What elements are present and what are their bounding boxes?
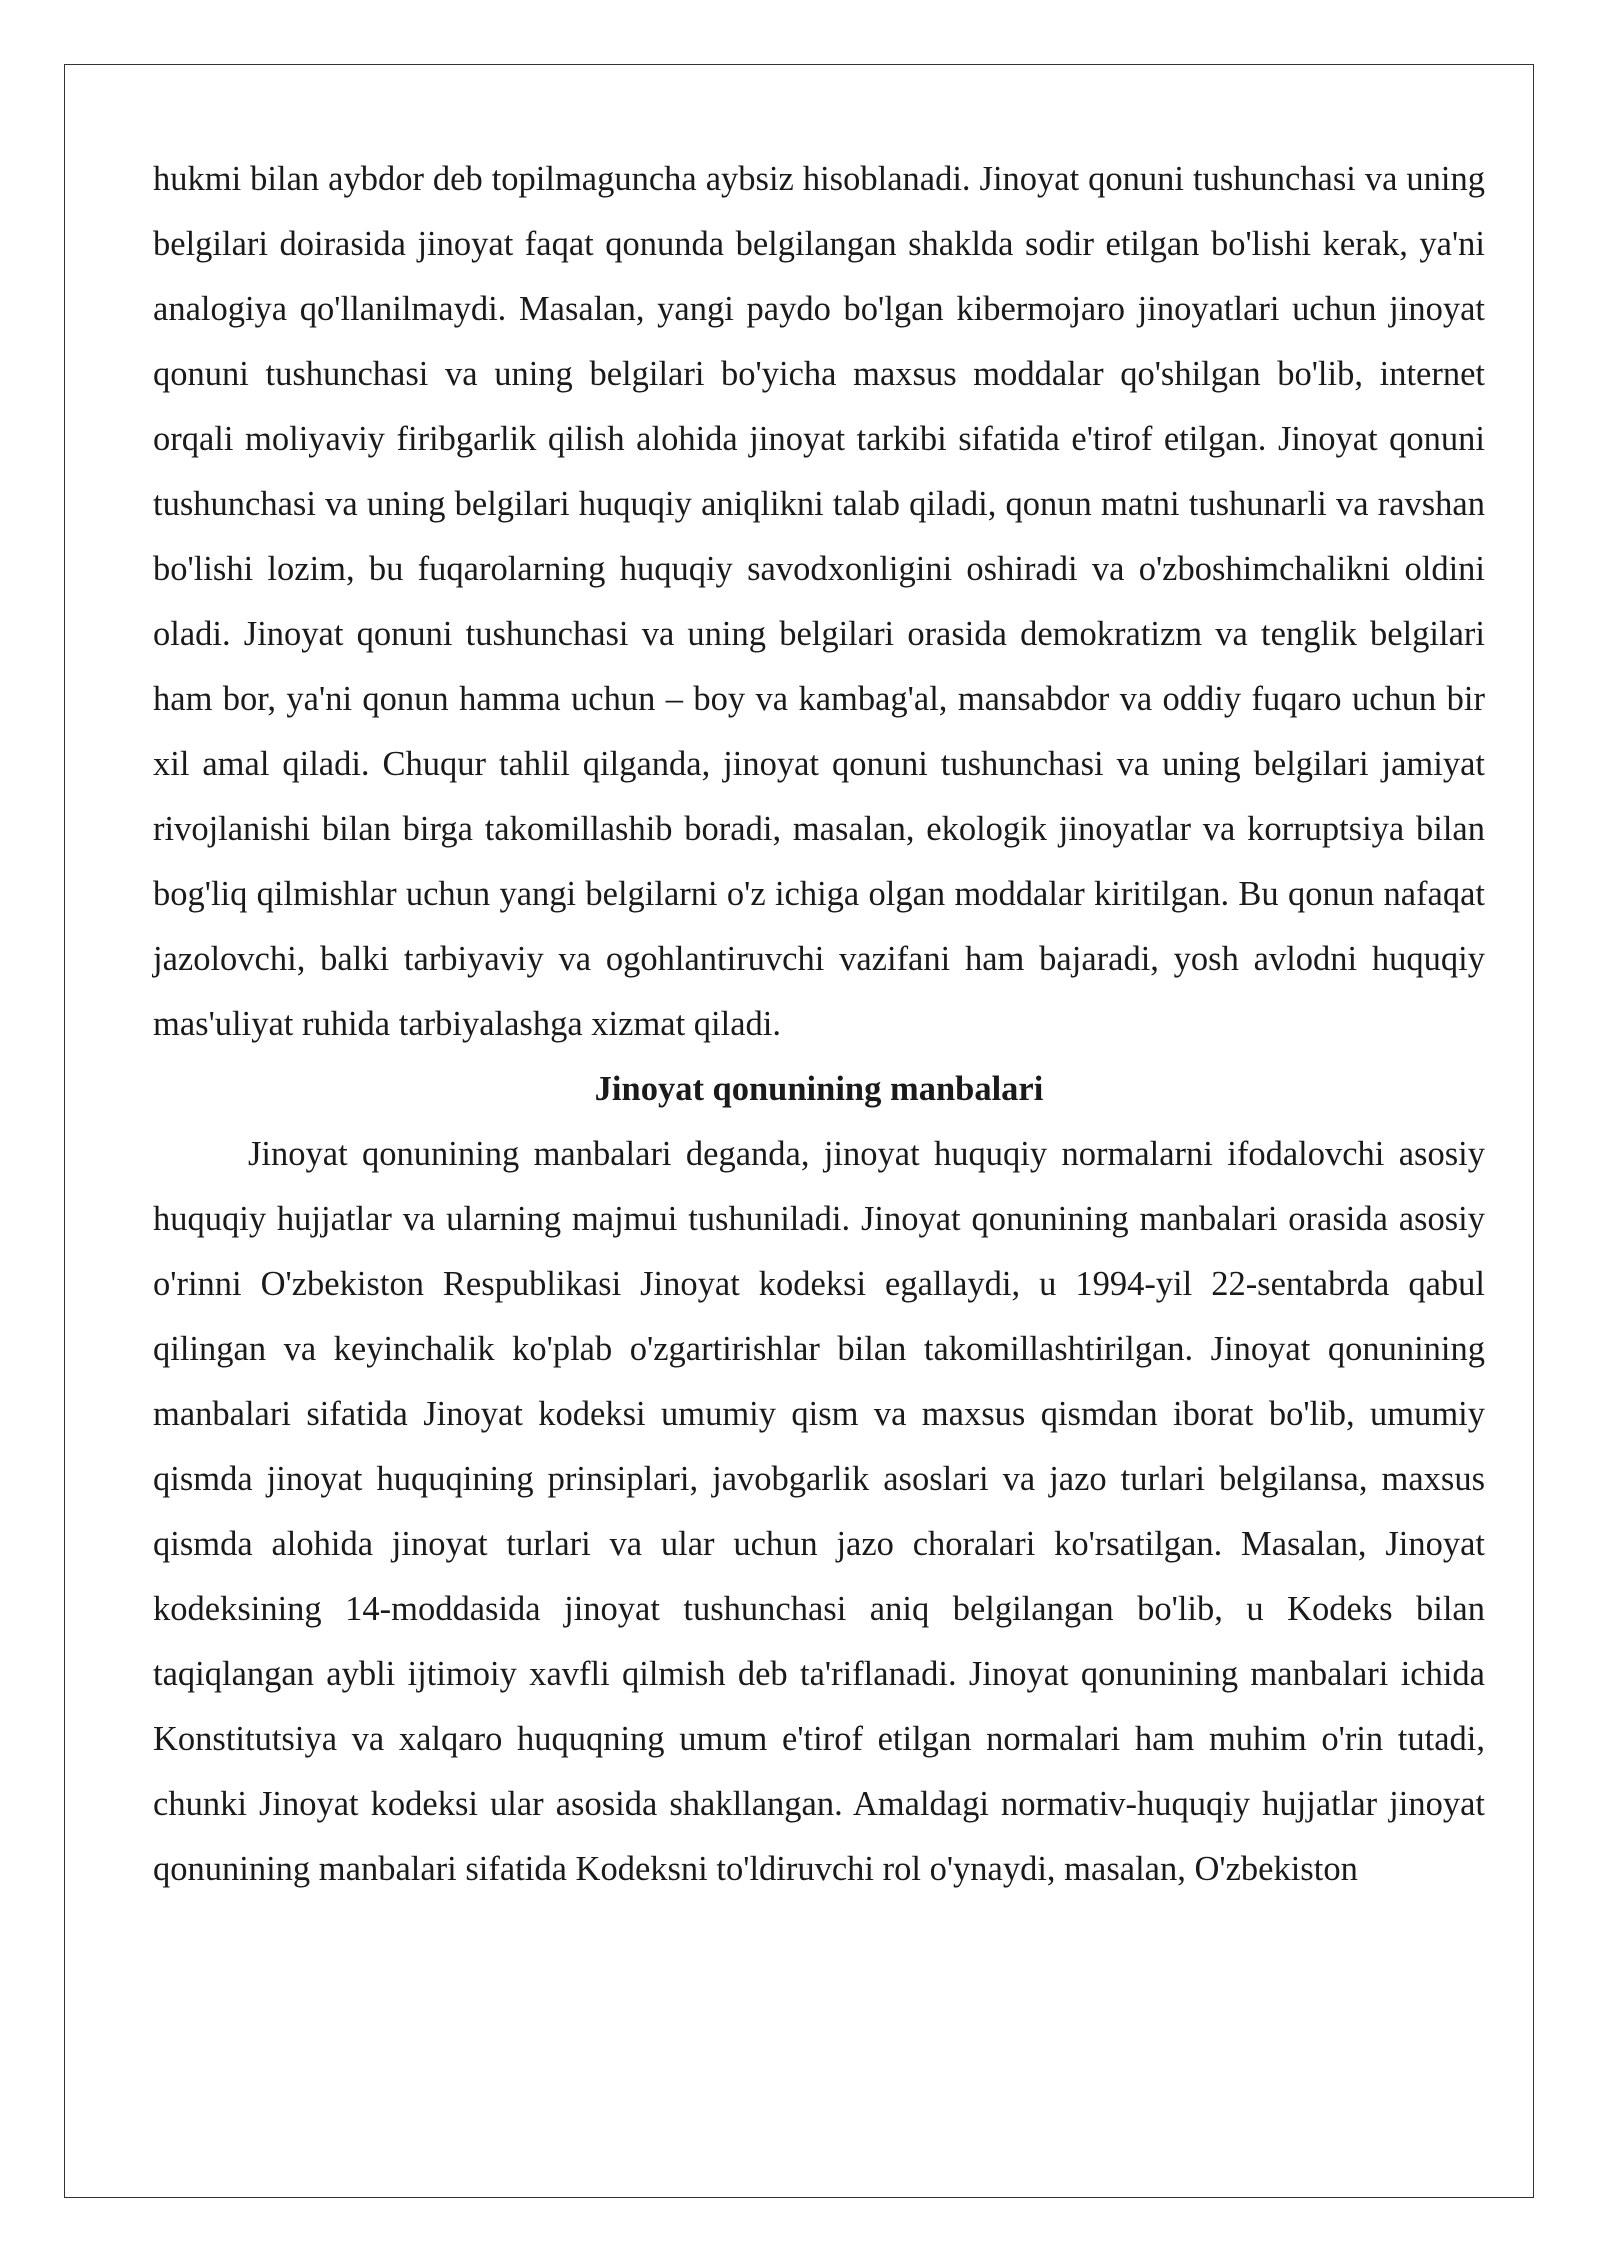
section-heading: Jinoyat qonunining manbalari <box>594 1070 1044 1108</box>
body-paragraph-2: Jinoyat qonunining manbalari deganda, jinoyat huquqiy normalarni ifodalovchi asosiy huquqiy hujjatlar va ularning majmui tushuniladi. Jinoyat qonunining manbalari orasida asosiy o'rinni O'zbekiston Respublikasi Jinoyat kodeksi egallaydi, u 1994-yil 22-sentabrda qabul qilingan va keyinchalik ko'plab o'zgartirishlar bilan takomillashtirilgan. Jinoyat qonunining manbalari sifatida Jinoyat kodeksi umumiy qism va maxsus qismdan iborat bo'lib, umumiy qismda jinoyat huquqining prinsiplari, javobgarlik asoslari va jazo turlari belgilansa, maxsus qismda alohida jinoyat turlari va ular uchun jazo choralari ko'rsatilgan. Masalan, Jinoyat kodeksining 14-moddasida jinoyat tushunchasi aniq belgilangan bo'lib, u Kodeks bilan taqiqlangan aybli ijtimoiy xavfli qilmish deb ta'riflanadi. Jinoyat qonunining manbalari ichida Konstitutsiya va xalqaro huquqning umum e'tirof etilgan normalari ham muhim o'rin tutadi, chunki Jinoyat kodeksi ular asosida shakllangan. Amaldagi normativ-huquqiy hujjatlar jinoyat qonunining manbalari sifatida Kodeksni to'ldiruvchi rol o'ynaydi, masalan, O'zbekiston <box>153 1135 1485 1888</box>
document-body <box>153 147 1485 1902</box>
body-paragraph-1: hukmi bilan aybdor deb topilmaguncha aybsiz hisoblanadi. Jinoyat qonuni tushunchasi va uning belgilari doirasida jinoyat faqat qonunda belgilangan shaklda sodir etilgan bo'lishi kerak, ya'ni analogiya qo'llanilmaydi. Masalan, yangi paydo bo'lgan kibermojaro jinoyatlari uchun jinoyat qonuni tushunchasi va uning belgilari bo'yicha maxsus moddalar qo'shilgan bo'lib, internet orqali moliyaviy firibgarlik qilish alohida jinoyat tarkibi sifatida e'tirof etilgan. Jinoyat qonuni tushunchasi va uning belgilari huquqiy aniqlikni talab qiladi, qonun matni tushunarli va ravshan bo'lishi lozim, bu fuqarolarning huquqiy savodxonligini oshiradi va o'zboshimchalikni oldini oladi. Jinoyat qonuni tushunchasi va uning belgilari orasida demokratizm va tenglik belgilari ham bor, ya'ni qonun hamma uchun – boy va kambag'al, mansabdor va oddiy fuqaro uchun bir xil amal qiladi. Chuqur tahlil qilganda, jinoyat qonuni tushunchasi va uning belgilari jamiyat rivojlanishi bilan birga takomillashib boradi, masalan, ekologik jinoyatlar va korruptsiya bilan bog'liq qilmishlar uchun yangi belgilarni o'z ichiga olgan moddalar kiritilgan. Bu qonun nafaqat jazolovchi, balki tarbiyaviy va ogohlantiruvchi vazifani ham bajaradi, yosh avlodni huquqiy mas'uliyat ruhida tarbiyalashga xizmat qiladi. <box>153 160 1485 1043</box>
